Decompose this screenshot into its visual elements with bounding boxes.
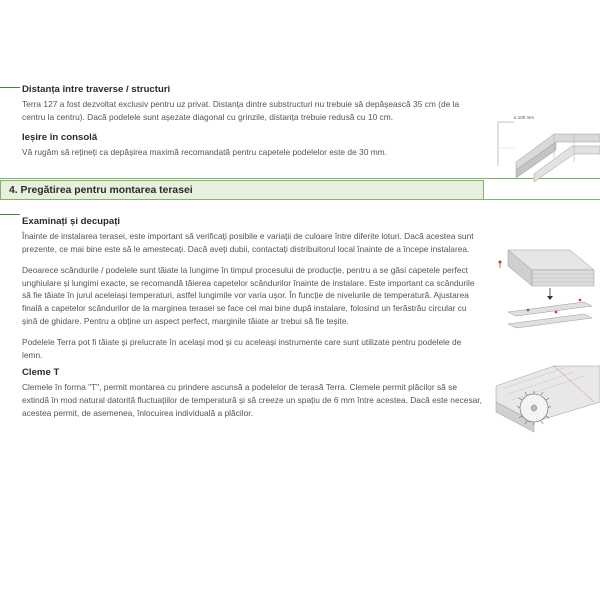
paragraph-tools: Podelele Terra pot fi tăiate și prelucrate în același mod și cu aceleași instrumente care sunt utilizate pentru podelele de lemn. <box>22 337 462 360</box>
circular-saw-illustration <box>494 362 600 452</box>
margin-marker <box>0 87 20 88</box>
paragraph-overhang: Vă rugăm să rețineți ca depășirea maximă recomandată pentru capetele podelelor este de 30 mm. <box>22 147 387 158</box>
board-cutting-illustration <box>494 240 600 332</box>
heading-examine: Examinați și decupați <box>22 216 121 227</box>
main-section <box>22 216 484 419</box>
paragraph-distance: Terra 127 a fost dezvoltat exclusiv pentru uz privat. Distanța dintre substructuri nu trebuie să depășească 35 cm (de la centru la centru). Dacă podelele sunt așezate diagonal cu grinzile, distanța trebuie redusă cu 10 cm. <box>22 99 460 122</box>
heading-distance: Distanța între traverse / structuri <box>22 84 171 95</box>
boards-overhang-illustration <box>494 108 600 188</box>
section-title: 4. Pregătirea pentru montarea terasei <box>9 185 193 196</box>
top-section <box>22 84 484 159</box>
divider-line <box>484 199 600 200</box>
paragraph-cutting: Deoarece scândurile / podelele sunt tăiate la lungime în timpul procesului de producție, pentru a se găsi capetele perfect unghiulare și lungimi exacte, se recomandă tăierea capetelor scândurilor înainte de instalare. Este important ca scândurile să fie tăiate în jurul aceleiași temperaturi, astfel lungimile vor varia ușor. În funcție de nivelurile de temperatură. Ajustarea finală a capetelor scândurilor de la marginea terasei se face cel mai bine după instalare, folosind un ferăstrău circular cu șină de ghidare. Pentru a obține un aspect perfect, marginile tăiate ar trebui să fie teșite. <box>22 265 475 326</box>
paragraph-t-clips: Clemele în forma "T", permit montarea cu prindere ascunsă a podelelor de terasă Terra. Clemele permit plăcilor să se extindă în mod natural datorită fluctuațiilor de temperatură și să creeze un spațiu de 6 mm între acestea. Dacă este necesar, acestea permit, de asemenea, înlocuirea individuală a plăcilor. <box>22 382 482 418</box>
heading-t-clips: Cleme T <box>22 367 60 379</box>
dimension-label: ≤ 100 mm <box>514 115 534 120</box>
paragraph-examine: Înainte de instalarea terasei, este important să verificați posibile e variații de culoare între diferite loturi. Dacă acestea sunt prezente, ce mai bine este să le amestecați. Dacă aveți dubii, contactați distribuitorul local înainte de a începe instalarea. <box>22 231 474 254</box>
margin-marker <box>0 214 20 215</box>
section-header-bar <box>0 180 484 200</box>
heading-overhang: Ieșire în consolă <box>22 132 98 144</box>
